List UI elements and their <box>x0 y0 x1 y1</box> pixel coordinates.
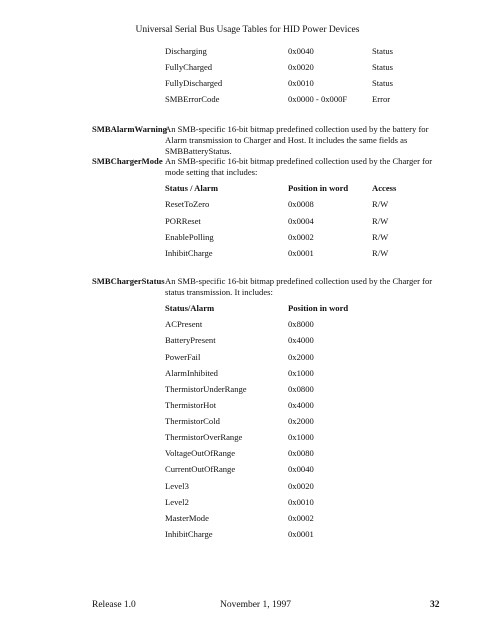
table-cell-name: ThermistorCold <box>165 416 220 426</box>
table-cell-position: 0x0008 <box>288 199 314 209</box>
table-cell-name: AlarmInhibited <box>165 368 218 378</box>
definition-smb-charger-mode: An SMB-specific 16-bit bitmap predefined collection used by the Charger for mode setting that includes: <box>165 156 433 177</box>
table-cell-name: VoltageOutOfRange <box>165 448 236 458</box>
table-cell-name: FullyDischarged <box>165 78 223 88</box>
table-cell-position: 0x2000 <box>288 352 314 362</box>
table-cell-name: SMBErrorCode <box>165 94 220 104</box>
table-cell-position: 0x0080 <box>288 448 314 458</box>
table-cell-name: PowerFail <box>165 352 201 362</box>
table-cell-access: R/W <box>372 232 389 242</box>
table-cell-access: R/W <box>372 248 389 258</box>
table-cell-position: 0x0004 <box>288 216 314 226</box>
footer-release: Release 1.0 <box>92 600 136 610</box>
table-cell-position: 0x1000 <box>288 368 314 378</box>
table-header-position: Position in word <box>288 183 349 193</box>
table-cell-access: R/W <box>372 199 389 209</box>
table-header-status: Status / Alarm <box>165 183 218 193</box>
table-header-access: Access <box>372 183 397 193</box>
table-cell-position: 0x1000 <box>288 432 314 442</box>
table-cell-name: ThermistorOverRange <box>165 432 243 442</box>
table-cell-position: 0x0020 <box>288 481 314 491</box>
table-cell-name: PORReset <box>165 216 201 226</box>
table-cell-name: ThermistorHot <box>165 400 217 410</box>
table-cell-position: 0x4000 <box>288 335 314 345</box>
table-cell-position: 0x0040 <box>288 464 314 474</box>
table-cell-value: 0x0000 - 0x000F <box>288 94 348 104</box>
table-cell-position: 0x8000 <box>288 319 314 329</box>
table-cell-type: Status <box>372 62 394 72</box>
table-cell-position: 0x4000 <box>288 400 314 410</box>
table-cell-value: 0x0020 <box>288 62 314 72</box>
table-cell-position: 0x0002 <box>288 513 314 523</box>
table-cell-name: Discharging <box>165 46 207 56</box>
table-cell-name: MasterMode <box>165 513 209 523</box>
page-header: Universal Serial Bus Usage Tables for HID Power Devices <box>135 25 360 35</box>
table-cell-type: Status <box>372 46 394 56</box>
table-cell-name: EnablePolling <box>165 232 214 242</box>
table-header-status: Status/Alarm <box>165 303 215 313</box>
table-cell-position: 0x0010 <box>288 497 314 507</box>
table-cell-type: Status <box>372 78 394 88</box>
table-cell-type: Error <box>372 94 391 104</box>
table-cell-name: Level3 <box>165 481 189 491</box>
page-number: 32 <box>430 600 440 610</box>
table-cell-name: ACPresent <box>165 319 203 329</box>
table-cell-name: FullyCharged <box>165 62 213 72</box>
table-cell-access: R/W <box>372 216 389 226</box>
table-cell-value: 0x0040 <box>288 46 314 56</box>
table-cell-name: InhibitCharge <box>165 248 213 258</box>
table-cell-name: CurrentOutOfRange <box>165 464 236 474</box>
table-cell-position: 0x0002 <box>288 232 314 242</box>
table-cell-position: 0x0001 <box>288 529 314 539</box>
table-header-position: Position in word <box>288 303 349 313</box>
table-cell-name: ResetToZero <box>165 199 210 209</box>
table-cell-name: Level2 <box>165 497 189 507</box>
table-cell-value: 0x0010 <box>288 78 314 88</box>
table-cell-name: BatteryPresent <box>165 335 216 345</box>
table-cell-name: ThermistorUnderRange <box>165 384 247 394</box>
definition-smb-alarm-warning: An SMB-specific 16-bit bitmap predefined collection used by the battery for Alarm transmission to Charger and Host. It includes the same fields as SMBBatteryStatus. <box>165 124 429 156</box>
table-cell-name: InhibitCharge <box>165 529 213 539</box>
footer-date: November 1, 1997 <box>220 600 291 610</box>
table-cell-position: 0x0001 <box>288 248 314 258</box>
term-smb-alarm-warning: SMBAlarmWarning <box>92 124 167 134</box>
table-cell-position: 0x0800 <box>288 384 314 394</box>
table-cell-position: 0x2000 <box>288 416 314 426</box>
definition-smb-charger-status: An SMB-specific 16-bit bitmap predefined collection used by the Charger for status transmission. It includes: <box>165 276 433 297</box>
term-smb-charger-status: SMBChargerStatus <box>92 276 165 286</box>
term-smb-charger-mode: SMBChargerMode <box>92 156 163 166</box>
